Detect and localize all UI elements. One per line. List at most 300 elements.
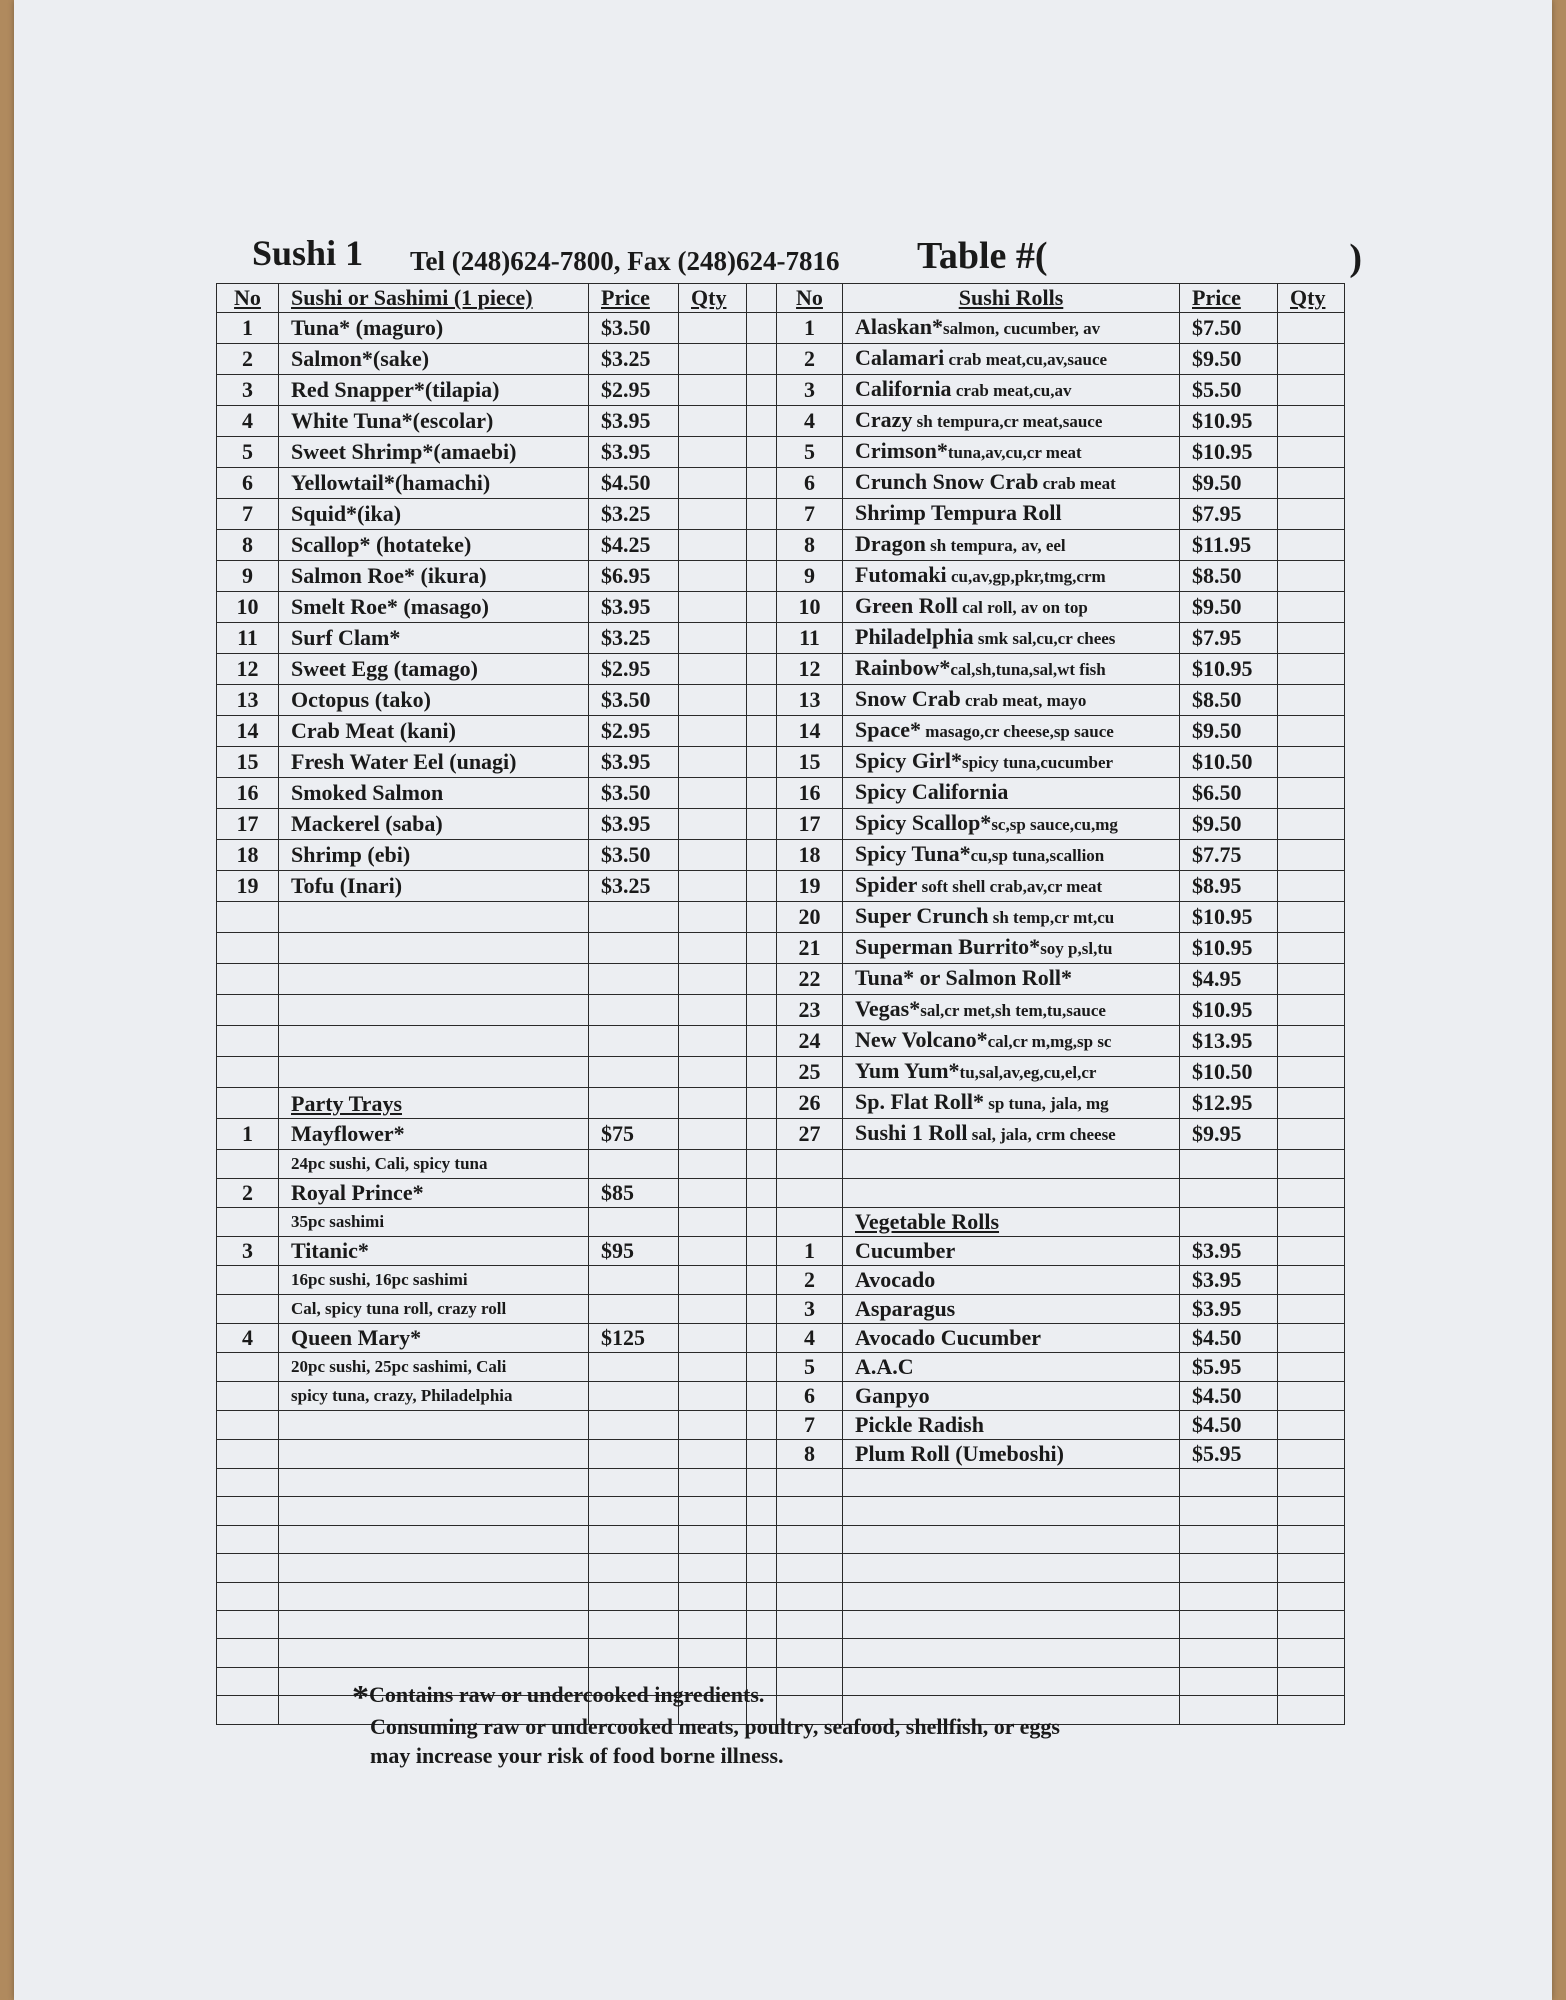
- table-row: [217, 406, 1345, 437]
- sushi-roll-no: 12: [777, 654, 843, 685]
- sushi-roll-qty[interactable]: [1278, 1119, 1345, 1150]
- column-divider: [747, 437, 777, 468]
- sushi-roll-price: $9.50: [1180, 592, 1278, 623]
- menu-item-label: Red Snapper*(tilapia): [291, 377, 500, 402]
- table-row: [217, 592, 1345, 623]
- roll-ingredients: crab meat,cu,av: [951, 381, 1072, 400]
- roll-ingredients: crab meat: [1038, 474, 1116, 493]
- menu-item-name: [843, 1353, 1180, 1382]
- menu-item-qty[interactable]: [679, 623, 747, 654]
- left-qty-cell[interactable]: [679, 1497, 747, 1525]
- sushi-roll-qty[interactable]: [1278, 1057, 1345, 1088]
- menu-item-qty[interactable]: [679, 313, 747, 344]
- sushi-roll-no: 26: [777, 1088, 843, 1119]
- party-tray-name: [279, 1324, 589, 1353]
- left-price-cell: [589, 1525, 679, 1553]
- table-row: [217, 1411, 1345, 1440]
- menu-item-qty[interactable]: [1278, 1382, 1345, 1411]
- menu-item-name: [279, 840, 589, 871]
- footnote-line-2: Consuming raw or undercooked meats, poultry, seafood, shellfish, or eggs: [370, 1714, 1060, 1739]
- right-no-header: No: [777, 284, 843, 313]
- right-no-cell: [777, 1150, 843, 1179]
- table-number-close: ): [1349, 237, 1362, 279]
- sushi-roll-name: [843, 809, 1180, 840]
- right-qty-cell[interactable]: [1278, 1469, 1345, 1497]
- column-divider: [747, 716, 777, 747]
- sushi-roll-name: [843, 685, 1180, 716]
- sushi-roll-no: 11: [777, 623, 843, 654]
- table-row: [217, 933, 1345, 964]
- menu-item-name: [279, 809, 589, 840]
- sushi-roll-no: 13: [777, 685, 843, 716]
- left-qty-cell[interactable]: [679, 1610, 747, 1638]
- roll-ingredients: smk sal,cu,cr chees: [973, 629, 1116, 648]
- sushi-roll-price: $10.95: [1180, 995, 1278, 1026]
- column-divider: [747, 1057, 777, 1088]
- right-item-cell: [843, 1554, 1180, 1582]
- roll-ingredients: sh tempura, av, eel: [925, 536, 1066, 555]
- sushi-roll-no: 4: [777, 406, 843, 437]
- left-no-cell: [217, 902, 279, 933]
- menu-item-qty[interactable]: [679, 592, 747, 623]
- sushi-roll-name: [843, 623, 1180, 654]
- tray-detail: 16pc sushi, 16pc sashimi: [279, 1266, 589, 1295]
- left-no-cell: [217, 1525, 279, 1553]
- party-tray-name: [279, 1237, 589, 1266]
- sushi-roll-no: 16: [777, 778, 843, 809]
- left-no-cell: [217, 1295, 279, 1324]
- sushi-roll-label: Snow Crab: [855, 686, 961, 711]
- sushi-roll-qty[interactable]: [1278, 1088, 1345, 1119]
- menu-item-no: 4: [777, 1324, 843, 1353]
- menu-item-qty[interactable]: [679, 747, 747, 778]
- column-divider: [747, 468, 777, 499]
- menu-item-no: 9: [217, 561, 279, 592]
- left-price-cell: [589, 964, 679, 995]
- left-no-cell: [217, 1150, 279, 1179]
- menu-item-label: Smelt Roe* (masago): [291, 594, 489, 619]
- right-item-cell: [843, 1582, 1180, 1610]
- column-divider: [747, 1324, 777, 1353]
- left-qty-cell[interactable]: [679, 1295, 747, 1324]
- sushi-roll-label: Space*: [855, 717, 921, 742]
- party-tray-label: Royal Prince*: [291, 1180, 424, 1205]
- right-qty-cell[interactable]: [1278, 1497, 1345, 1525]
- left-qty-cell[interactable]: [679, 1582, 747, 1610]
- menu-item-price: $3.50: [589, 685, 679, 716]
- menu-item-no: 2: [777, 1266, 843, 1295]
- menu-item-label: Mackerel (saba): [291, 811, 443, 836]
- allergy-footnote: [352, 1680, 1252, 1770]
- sushi-roll-qty[interactable]: [1278, 747, 1345, 778]
- table-row: [217, 1208, 1345, 1237]
- menu-item-no: 13: [217, 685, 279, 716]
- menu-item-price: $3.50: [589, 778, 679, 809]
- sushi-roll-name: [843, 313, 1180, 344]
- roll-ingredients: cal,cr m,mg,sp sc: [987, 1032, 1112, 1051]
- column-divider: [747, 499, 777, 530]
- right-qty-cell[interactable]: [1278, 1610, 1345, 1638]
- party-tray-qty[interactable]: [679, 1119, 747, 1150]
- menu-item-qty[interactable]: [679, 871, 747, 902]
- sushi-roll-no: 7: [777, 499, 843, 530]
- roll-ingredients: tuna,av,cu,cr meat: [947, 443, 1082, 462]
- right-item-header: Sushi Rolls: [843, 284, 1180, 313]
- right-qty-cell[interactable]: [1278, 1525, 1345, 1553]
- right-qty-cell[interactable]: [1278, 1208, 1345, 1237]
- sushi-roll-no: 9: [777, 561, 843, 592]
- sushi-roll-label: Futomaki: [855, 562, 947, 587]
- left-no-cell: [217, 1353, 279, 1382]
- left-no-cell: [217, 1088, 279, 1119]
- sushi-roll-qty[interactable]: [1278, 654, 1345, 685]
- right-qty-cell[interactable]: [1278, 1667, 1345, 1695]
- sushi-roll-qty[interactable]: [1278, 933, 1345, 964]
- sushi-roll-qty[interactable]: [1278, 468, 1345, 499]
- left-qty-cell[interactable]: [679, 902, 747, 933]
- menu-item-qty[interactable]: [679, 716, 747, 747]
- sushi-roll-label: Dragon: [855, 531, 926, 556]
- menu-item-qty[interactable]: [679, 840, 747, 871]
- sushi-roll-qty[interactable]: [1278, 561, 1345, 592]
- left-qty-cell[interactable]: [679, 1525, 747, 1553]
- table-row: [217, 623, 1345, 654]
- menu-item-price: $6.95: [589, 561, 679, 592]
- menu-item-qty[interactable]: [679, 499, 747, 530]
- left-item-cell: [279, 1411, 589, 1440]
- sushi-roll-qty[interactable]: [1278, 778, 1345, 809]
- menu-item-qty[interactable]: [679, 654, 747, 685]
- left-qty-cell[interactable]: [679, 933, 747, 964]
- table-row: [217, 1554, 1345, 1582]
- column-divider: [747, 313, 777, 344]
- right-price-cell: [1180, 1208, 1278, 1237]
- left-price-cell: [589, 1150, 679, 1179]
- tray-detail: spicy tuna, crazy, Philadelphia: [279, 1382, 589, 1411]
- table-row: [217, 1295, 1345, 1324]
- left-qty-cell[interactable]: [679, 995, 747, 1026]
- column-divider: [747, 1440, 777, 1469]
- left-qty-cell[interactable]: [679, 1554, 747, 1582]
- menu-item-qty[interactable]: [1278, 1353, 1345, 1382]
- right-no-cell: [777, 1554, 843, 1582]
- party-tray-qty[interactable]: [679, 1237, 747, 1266]
- right-item-cell: [843, 1150, 1180, 1179]
- sushi-roll-label: Crazy: [855, 407, 913, 432]
- left-price-cell: [589, 1554, 679, 1582]
- footnote-line-3: may increase your risk of food borne illness.: [370, 1743, 784, 1768]
- left-price-cell: [589, 1266, 679, 1295]
- column-divider: [747, 284, 777, 313]
- table-row: [217, 561, 1345, 592]
- right-qty-cell[interactable]: [1278, 1696, 1345, 1724]
- left-no-cell: [217, 933, 279, 964]
- sushi-roll-qty[interactable]: [1278, 592, 1345, 623]
- right-qty-cell[interactable]: [1278, 1582, 1345, 1610]
- roll-ingredients: sal, jala, crm cheese: [967, 1125, 1116, 1144]
- menu-item-price: $4.50: [1180, 1411, 1278, 1440]
- menu-item-label: A.A.C: [855, 1354, 914, 1379]
- sushi-roll-no: 23: [777, 995, 843, 1026]
- left-item-cell: [279, 1469, 589, 1497]
- column-divider: [747, 1208, 777, 1237]
- left-qty-cell[interactable]: [679, 1353, 747, 1382]
- column-divider: [747, 1150, 777, 1179]
- left-qty-cell[interactable]: [679, 1639, 747, 1667]
- sushi-roll-no: 27: [777, 1119, 843, 1150]
- menu-item-qty[interactable]: [1278, 1324, 1345, 1353]
- sushi-roll-name: [843, 654, 1180, 685]
- menu-item-qty[interactable]: [1278, 1295, 1345, 1324]
- column-divider: [747, 654, 777, 685]
- column-divider: [747, 1610, 777, 1638]
- menu-item-label: Shrimp (ebi): [291, 842, 411, 867]
- left-price-cell: [589, 995, 679, 1026]
- sushi-roll-price: $10.50: [1180, 1057, 1278, 1088]
- sushi-roll-qty[interactable]: [1278, 716, 1345, 747]
- left-qty-cell[interactable]: [679, 1469, 747, 1497]
- right-qty-cell[interactable]: [1278, 1179, 1345, 1208]
- menu-item-label: Fresh Water Eel (unagi): [291, 749, 517, 774]
- party-tray-no: 4: [217, 1324, 279, 1353]
- table-row: [217, 1324, 1345, 1353]
- left-no-cell: [217, 1382, 279, 1411]
- left-qty-cell[interactable]: [679, 1057, 747, 1088]
- column-divider: [747, 1026, 777, 1057]
- left-price-cell: [589, 1411, 679, 1440]
- sushi-roll-name: [843, 437, 1180, 468]
- sushi-roll-price: $12.95: [1180, 1088, 1278, 1119]
- column-divider: [747, 344, 777, 375]
- sushi-roll-qty[interactable]: [1278, 995, 1345, 1026]
- column-divider: [747, 902, 777, 933]
- left-item-header: Sushi or Sashimi (1 piece): [279, 284, 589, 313]
- sushi-roll-qty[interactable]: [1278, 499, 1345, 530]
- left-qty-cell[interactable]: [679, 964, 747, 995]
- left-price-cell: [589, 1610, 679, 1638]
- table-row: [217, 1525, 1345, 1553]
- left-no-cell: [217, 1582, 279, 1610]
- roll-ingredients: sp tuna, jala, mg: [983, 1094, 1109, 1113]
- table-row: [217, 1469, 1345, 1497]
- menu-item-label: Squid*(ika): [291, 501, 402, 526]
- party-tray-no: 3: [217, 1237, 279, 1266]
- left-no-cell: [217, 1554, 279, 1582]
- party-tray-qty[interactable]: [679, 1179, 747, 1208]
- vegetable-rolls-title: Vegetable Rolls: [843, 1208, 1180, 1237]
- table-row: [217, 654, 1345, 685]
- left-qty-cell[interactable]: [679, 1150, 747, 1179]
- left-qty-cell[interactable]: [679, 1026, 747, 1057]
- right-qty-cell[interactable]: [1278, 1554, 1345, 1582]
- sushi-roll-no: 14: [777, 716, 843, 747]
- menu-item-qty[interactable]: [679, 344, 747, 375]
- table-row: [217, 1088, 1345, 1119]
- sushi-roll-no: 15: [777, 747, 843, 778]
- left-qty-header: Qty: [679, 284, 747, 313]
- menu-item-price: $3.25: [589, 499, 679, 530]
- sheet-header: [252, 232, 1362, 280]
- column-divider: [747, 1179, 777, 1208]
- tray-detail: 20pc sushi, 25pc sashimi, Cali: [279, 1353, 589, 1382]
- sushi-roll-label: Shrimp Tempura Roll: [855, 500, 1062, 525]
- menu-item-qty[interactable]: [679, 809, 747, 840]
- sushi-roll-qty[interactable]: [1278, 375, 1345, 406]
- left-price-cell: [589, 902, 679, 933]
- menu-item-price: $3.95: [589, 406, 679, 437]
- menu-item-qty[interactable]: [679, 406, 747, 437]
- menu-item-no: 12: [217, 654, 279, 685]
- sushi-roll-qty[interactable]: [1278, 685, 1345, 716]
- menu-item-label: Surf Clam*: [291, 625, 401, 650]
- sushi-roll-name: [843, 1088, 1180, 1119]
- sushi-roll-label: Sp. Flat Roll*: [855, 1089, 984, 1114]
- menu-item-name: [279, 747, 589, 778]
- left-item-cell: [279, 1554, 589, 1582]
- sushi-roll-qty[interactable]: [1278, 344, 1345, 375]
- table-row: [217, 1353, 1345, 1382]
- column-divider: [747, 623, 777, 654]
- menu-item-price: $3.95: [1180, 1237, 1278, 1266]
- menu-item-qty[interactable]: [679, 778, 747, 809]
- menu-item-no: 15: [217, 747, 279, 778]
- menu-item-name: [843, 1324, 1180, 1353]
- sushi-roll-qty[interactable]: [1278, 964, 1345, 995]
- sushi-roll-name: [843, 933, 1180, 964]
- sushi-roll-name: [843, 468, 1180, 499]
- sushi-roll-price: $10.95: [1180, 654, 1278, 685]
- menu-item-price: $3.95: [589, 809, 679, 840]
- menu-item-label: Pickle Radish: [855, 1412, 984, 1437]
- menu-item-no: 6: [777, 1382, 843, 1411]
- sushi-roll-no: 19: [777, 871, 843, 902]
- menu-item-no: 8: [217, 530, 279, 561]
- menu-item-price: $3.50: [589, 313, 679, 344]
- sushi-roll-qty[interactable]: [1278, 1026, 1345, 1057]
- table-row: [217, 1497, 1345, 1525]
- left-item-cell: [279, 933, 589, 964]
- column-divider: [747, 1639, 777, 1667]
- sushi-roll-qty[interactable]: [1278, 530, 1345, 561]
- sushi-roll-label: Philadelphia: [855, 624, 974, 649]
- column-divider: [747, 747, 777, 778]
- left-no-cell: [217, 1026, 279, 1057]
- left-qty-cell[interactable]: [679, 1088, 747, 1119]
- column-divider: [747, 561, 777, 592]
- right-item-cell: [843, 1610, 1180, 1638]
- menu-item-name: [843, 1440, 1180, 1469]
- left-qty-cell[interactable]: [679, 1208, 747, 1237]
- party-tray-price: $95: [589, 1237, 679, 1266]
- sushi-roll-qty[interactable]: [1278, 623, 1345, 654]
- menu-item-label: Tuna* (maguro): [291, 315, 444, 340]
- left-qty-cell[interactable]: [679, 1411, 747, 1440]
- menu-item-qty[interactable]: [1278, 1237, 1345, 1266]
- party-tray-qty[interactable]: [679, 1324, 747, 1353]
- menu-item-qty[interactable]: [1278, 1411, 1345, 1440]
- menu-item-price: $3.95: [1180, 1266, 1278, 1295]
- table-row: [217, 716, 1345, 747]
- left-qty-cell[interactable]: [679, 1382, 747, 1411]
- sushi-roll-qty[interactable]: [1278, 406, 1345, 437]
- tray-detail: 24pc sushi, Cali, spicy tuna: [279, 1150, 589, 1179]
- menu-item-qty[interactable]: [679, 561, 747, 592]
- roll-ingredients: sh tempura,cr meat,sauce: [912, 412, 1103, 431]
- right-qty-cell[interactable]: [1278, 1639, 1345, 1667]
- left-qty-cell[interactable]: [679, 1440, 747, 1469]
- table-row: [217, 375, 1345, 406]
- sushi-roll-qty[interactable]: [1278, 313, 1345, 344]
- right-no-cell: [777, 1582, 843, 1610]
- menu-item-qty[interactable]: [1278, 1266, 1345, 1295]
- sushi-roll-qty[interactable]: [1278, 871, 1345, 902]
- sushi-roll-price: $11.95: [1180, 530, 1278, 561]
- menu-item-qty[interactable]: [679, 685, 747, 716]
- left-price-cell: [589, 1353, 679, 1382]
- menu-item-no: 3: [777, 1295, 843, 1324]
- menu-item-label: Scallop* (hotateke): [291, 532, 472, 557]
- table-row: [217, 1582, 1345, 1610]
- sushi-roll-name: [843, 995, 1180, 1026]
- sushi-roll-qty[interactable]: [1278, 902, 1345, 933]
- left-qty-cell[interactable]: [679, 1266, 747, 1295]
- left-price-cell: [589, 1026, 679, 1057]
- menu-item-label: Octopus (tako): [291, 687, 431, 712]
- menu-item-no: 5: [777, 1353, 843, 1382]
- sushi-roll-label: Vegas*: [855, 996, 921, 1021]
- menu-item-qty[interactable]: [679, 530, 747, 561]
- menu-item-qty[interactable]: [679, 437, 747, 468]
- sushi-roll-qty[interactable]: [1278, 840, 1345, 871]
- menu-item-name: [279, 716, 589, 747]
- right-item-cell: [843, 1179, 1180, 1208]
- left-item-cell: [279, 1639, 589, 1667]
- menu-item-name: [279, 437, 589, 468]
- column-divider: [747, 1088, 777, 1119]
- left-price-cell: [589, 1088, 679, 1119]
- menu-item-name: [279, 654, 589, 685]
- left-item-cell: [279, 902, 589, 933]
- sushi-roll-name: [843, 530, 1180, 561]
- sushi-roll-name: [843, 499, 1180, 530]
- sushi-roll-name: [843, 747, 1180, 778]
- right-qty-cell[interactable]: [1278, 1150, 1345, 1179]
- column-divider: [747, 1525, 777, 1553]
- menu-item-qty[interactable]: [679, 375, 747, 406]
- left-no-cell: [217, 1440, 279, 1469]
- table-row: [217, 1237, 1345, 1266]
- sushi-roll-name: [843, 778, 1180, 809]
- sushi-roll-price: $9.50: [1180, 809, 1278, 840]
- menu-item-label: White Tuna*(escolar): [291, 408, 494, 433]
- right-qty-header: Qty: [1278, 284, 1345, 313]
- party-tray-price: $125: [589, 1324, 679, 1353]
- right-price-cell: [1180, 1610, 1278, 1638]
- sushi-roll-no: 1: [777, 313, 843, 344]
- column-divider: [747, 995, 777, 1026]
- sushi-roll-qty[interactable]: [1278, 809, 1345, 840]
- right-no-cell: [777, 1469, 843, 1497]
- party-tray-no: 1: [217, 1119, 279, 1150]
- sushi-roll-qty[interactable]: [1278, 437, 1345, 468]
- menu-item-no: 7: [217, 499, 279, 530]
- menu-item-qty[interactable]: [679, 468, 747, 499]
- menu-item-no: 16: [217, 778, 279, 809]
- menu-item-qty[interactable]: [1278, 1440, 1345, 1469]
- roll-ingredients: cal roll, av on top: [957, 598, 1088, 617]
- roll-ingredients: tu,sal,av,eg,cu,el,cr: [959, 1063, 1097, 1082]
- column-divider: [747, 406, 777, 437]
